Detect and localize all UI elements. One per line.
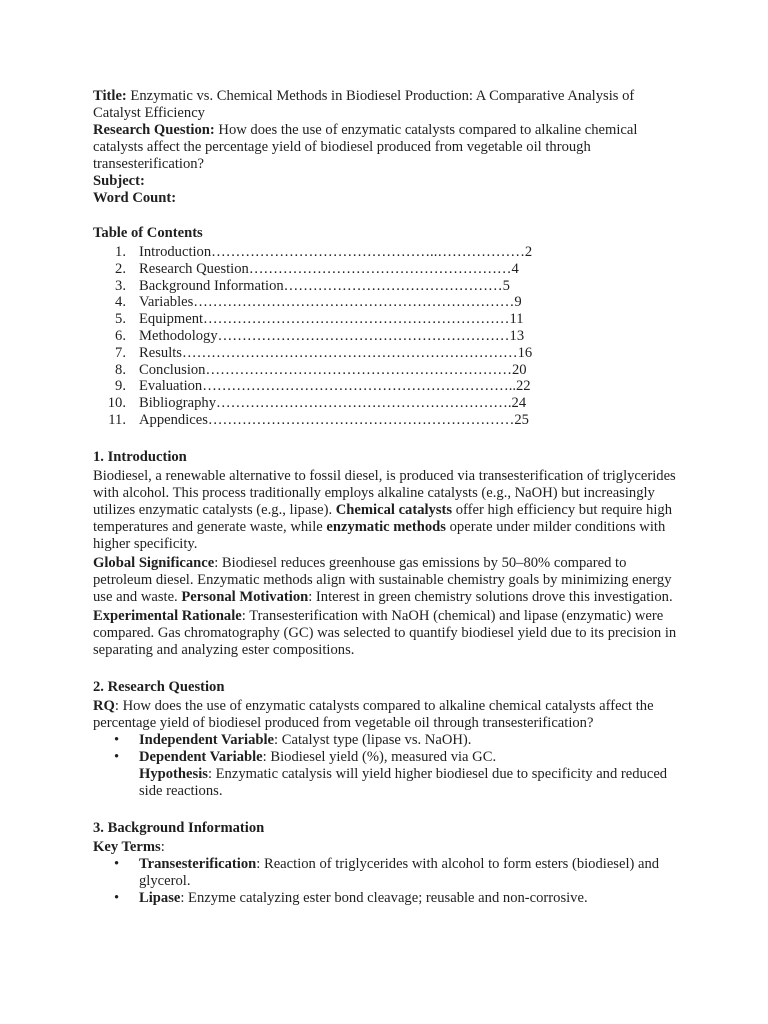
- toc-item-text: Variables…………………………………………………………9: [139, 294, 522, 311]
- text-run: : Biodiesel yield (%), measured via GC.: [262, 748, 497, 765]
- text-run: : Enzymatic catalysis will yield higher biodiesel due to specificity and reduced side reactions.: [139, 765, 668, 799]
- research-question-text: How does the use of enzymatic catalysts compared to alkaline chemical catalysts affect the percentage yield of biodiesel produced from vegetable oil through transesterification?: [93, 122, 638, 172]
- toc-item[interactable]: [93, 278, 683, 295]
- toc-item-number: 5.: [115, 311, 126, 328]
- toc-item-number: 3.: [115, 277, 126, 294]
- key-terms-line: [93, 839, 683, 856]
- toc-item[interactable]: [93, 261, 683, 278]
- toc-item[interactable]: [93, 345, 683, 362]
- bold-term: RQ: [93, 697, 115, 714]
- toc-heading-text: Table of Contents: [93, 225, 203, 241]
- section-heading-text: 2. Research Question: [93, 678, 225, 695]
- list-item: [93, 749, 683, 766]
- document-page: [93, 88, 683, 907]
- toc-item-number: 4.: [115, 294, 126, 311]
- list-item: [93, 732, 683, 749]
- key-terms-list: [93, 856, 683, 907]
- bold-term: Experimental Rationale: [93, 607, 242, 624]
- bullet-icon: •: [114, 855, 120, 872]
- text-run: : Catalyst type (lipase vs. NaOH).: [274, 731, 472, 748]
- toc-item-text: Equipment………………………………………………………11: [139, 311, 524, 328]
- text-run: offer high efficiency but require high temperatures and generate waste, while: [93, 501, 672, 535]
- section-heading: [93, 679, 683, 696]
- text-run: :: [160, 838, 165, 855]
- document-meta: [93, 88, 683, 207]
- table-of-contents: [93, 244, 683, 429]
- variables-list: [93, 732, 683, 766]
- word-count-line: [93, 190, 683, 207]
- section-heading-text: 1. Introduction: [93, 448, 187, 465]
- toc-item-text: Results……………………………………………………………16: [139, 344, 533, 361]
- bold-term: Key Terms: [93, 838, 161, 855]
- toc-item-number: 6.: [115, 327, 126, 344]
- text-run: Biodiesel, a renewable alternative to fossil diesel, is produced via transesterification of triglycerides with alcohol. This process traditionally employs alkaline catalysts (e.g., NaOH) but increasingly utilizes enzymatic catalysts (e.g., lipase).: [93, 467, 676, 518]
- research-question-section: [93, 679, 683, 800]
- rq-paragraph: [93, 698, 683, 732]
- bold-term: enzymatic methods: [326, 518, 446, 535]
- toc-item[interactable]: [93, 412, 683, 429]
- toc-item-number: 8.: [115, 361, 126, 378]
- research-question-line: [93, 122, 683, 173]
- text-run: : Reaction of triglycerides with alcohol to form esters (biodiesel) and glycerol.: [139, 855, 660, 889]
- experimental-rationale-paragraph: [93, 608, 683, 659]
- section-heading: [93, 449, 683, 466]
- bold-term: Lipase: [139, 889, 181, 906]
- bold-term: Dependent Variable: [139, 748, 263, 765]
- text-run: operate under milder conditions with higher specificity.: [93, 518, 666, 552]
- text-run: : Interest in green chemistry solutions drove this investigation.: [308, 588, 673, 605]
- list-item: [93, 890, 683, 907]
- word-count-label: Word Count:: [93, 190, 177, 206]
- toc-item-number: 2.: [115, 260, 126, 277]
- toc-item[interactable]: [93, 395, 683, 412]
- title-label: Title:: [93, 88, 127, 104]
- toc-item-number: 11.: [108, 411, 126, 428]
- document-title: Enzymatic vs. Chemical Methods in Biodiesel Production: A Comparative Analysis of Catalyst Efficiency: [93, 88, 635, 121]
- global-significance-paragraph: [93, 555, 683, 606]
- toc-item-number: 7.: [115, 344, 126, 361]
- background-section: [93, 820, 683, 907]
- toc-item-text: Introduction………………………………………..………………2: [139, 244, 533, 260]
- text-run: : Transesterification with NaOH (chemical) and lipase (enzymatic) were compared. Gas chromatography (GC) was selected to quantify biodiesel yield due to its precision in separating and analyzing ester compositions.: [93, 607, 677, 658]
- list-item: [93, 856, 683, 890]
- text-run: : Biodiesel reduces greenhouse gas emissions by 50–80% compared to petroleum diesel. Enzymatic methods align with sustainable chemistry goals by minimizing energy use and waste.: [93, 554, 672, 605]
- bullet-icon: •: [114, 731, 120, 748]
- research-question-label: Research Question:: [93, 122, 215, 138]
- bold-term: Personal Motivation: [181, 588, 309, 605]
- toc-item-text: Research Question………………………………………………4: [139, 260, 519, 277]
- toc-item-text: Conclusion………………………………………………………20: [139, 361, 527, 378]
- bold-term: Chemical catalysts: [335, 501, 453, 518]
- toc-item[interactable]: [93, 311, 683, 328]
- introduction-section: [93, 449, 683, 659]
- toc-item-text: Methodology……………………………………………………13: [139, 327, 525, 344]
- title-line: [93, 88, 683, 122]
- bold-term: Transesterification: [139, 855, 257, 872]
- toc-item-text: Evaluation………………………………………………………..22: [139, 378, 531, 395]
- toc-item-text: Bibliography…………………………………………………….24: [139, 395, 527, 412]
- section-heading: [93, 820, 683, 837]
- toc-item-text: Appendices………………………………………………………25: [139, 411, 529, 428]
- hypothesis-paragraph: [93, 766, 683, 800]
- text-run: : How does the use of enzymatic catalysts compared to alkaline chemical catalysts affect the percentage yield of biodiesel produced from vegetable oil through transesterification?: [93, 697, 654, 731]
- toc-item[interactable]: [93, 328, 683, 345]
- toc-item[interactable]: [93, 362, 683, 379]
- text-run: : Enzyme catalyzing ester bond cleavage; reusable and non-corrosive.: [180, 889, 588, 906]
- bullet-icon: •: [114, 748, 120, 765]
- toc-item-text: Background Information………………………………………5: [139, 277, 510, 294]
- toc-item[interactable]: [93, 244, 683, 261]
- subject-label: Subject:: [93, 173, 145, 189]
- subject-line: [93, 173, 683, 190]
- toc-heading: [93, 225, 683, 242]
- toc-item[interactable]: [93, 378, 683, 395]
- bold-term: Global Significance: [93, 554, 215, 571]
- toc-item[interactable]: [93, 294, 683, 311]
- toc-item-number: 1.: [115, 244, 126, 260]
- toc-item-number: 10.: [107, 395, 126, 412]
- intro-paragraph: [93, 468, 683, 553]
- section-heading-text: 3. Background Information: [93, 819, 265, 836]
- bold-term: Independent Variable: [139, 731, 275, 748]
- bullet-icon: •: [114, 889, 120, 906]
- bold-term: Hypothesis: [139, 765, 208, 782]
- toc-item-number: 9.: [115, 378, 126, 395]
